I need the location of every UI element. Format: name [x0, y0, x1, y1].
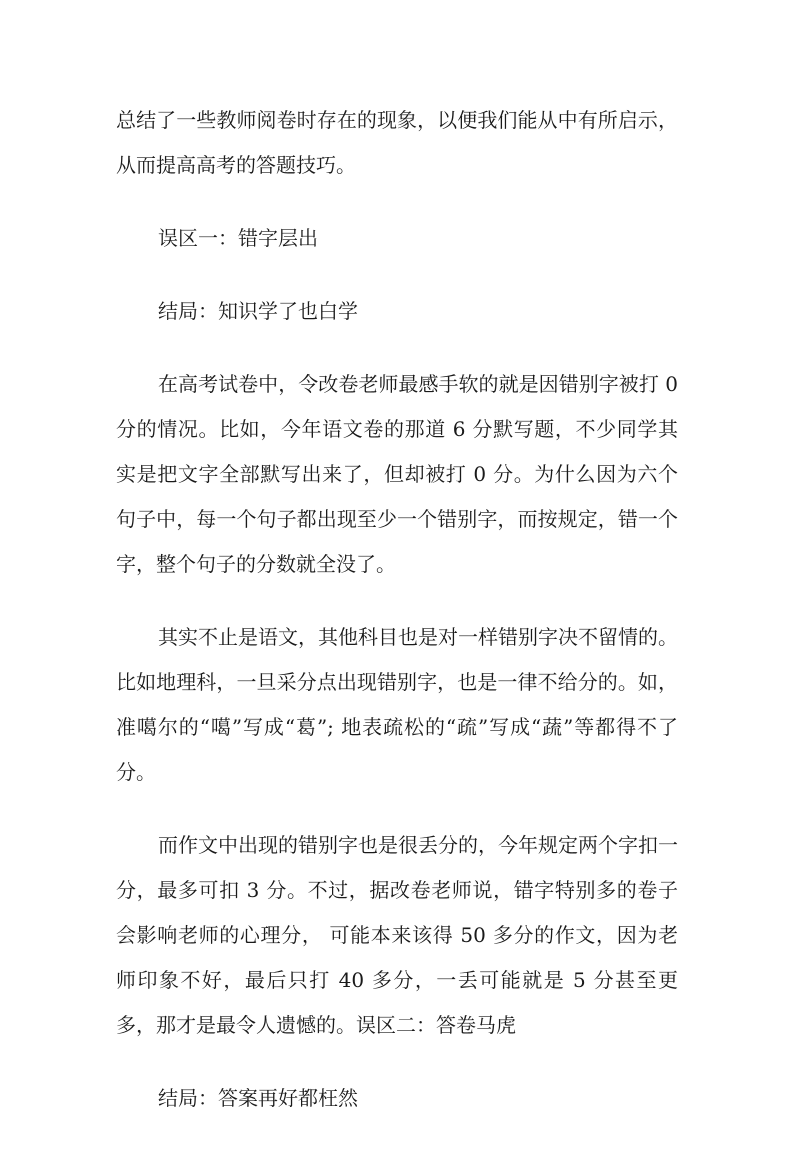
misconception-1-heading: 误区一：错字层出	[158, 226, 318, 250]
outcome-1-heading: 结局：知识学了也白学	[158, 299, 358, 323]
intro-paragraph: 总结了一些教师阅卷时存在的现象，以便我们能从中有所启示，从而提高高考的答题技巧。	[116, 108, 678, 177]
body-paragraph-2: 其实不止是语文，其他科目也是对一样错别字决不留情的。比如地理科，一旦采分点出现错别字，也是一律不给分的。如，准噶尔的“噶”写成“葛”; 地表疏松的“疏”写成“蔬”等都得不了分。	[116, 625, 678, 784]
body-paragraph-3: 而作文中出现的错别字也是很丢分的，今年规定两个字扣一分，最多可扣 3 分。不过，据改卷老师说，错字特别多的卷子会影响老师的心理分， 可能本来该得 50 多分的作文，因为老师印象不好，最后只打 40 多分，一丢可能就是 5 分甚至更多，那才是最令人遗憾的。误区二：答卷马虎	[116, 833, 678, 1037]
document-body	[116, 98, 678, 1149]
outcome-2-heading: 结局：答案再好都枉然	[158, 1086, 358, 1110]
body-paragraph-1: 在高考试卷中，令改卷老师最感手软的就是因错别字被打 0 分的情况。比如，今年语文卷的那道 6 分默写题，不少同学其实是把文字全部默写出来了，但却被打 0 分。为什么因为六个句子中，每一个句子都出现至少一个错别字，而按规定，错一个字，整个句子的分数就全没了。	[116, 372, 678, 576]
